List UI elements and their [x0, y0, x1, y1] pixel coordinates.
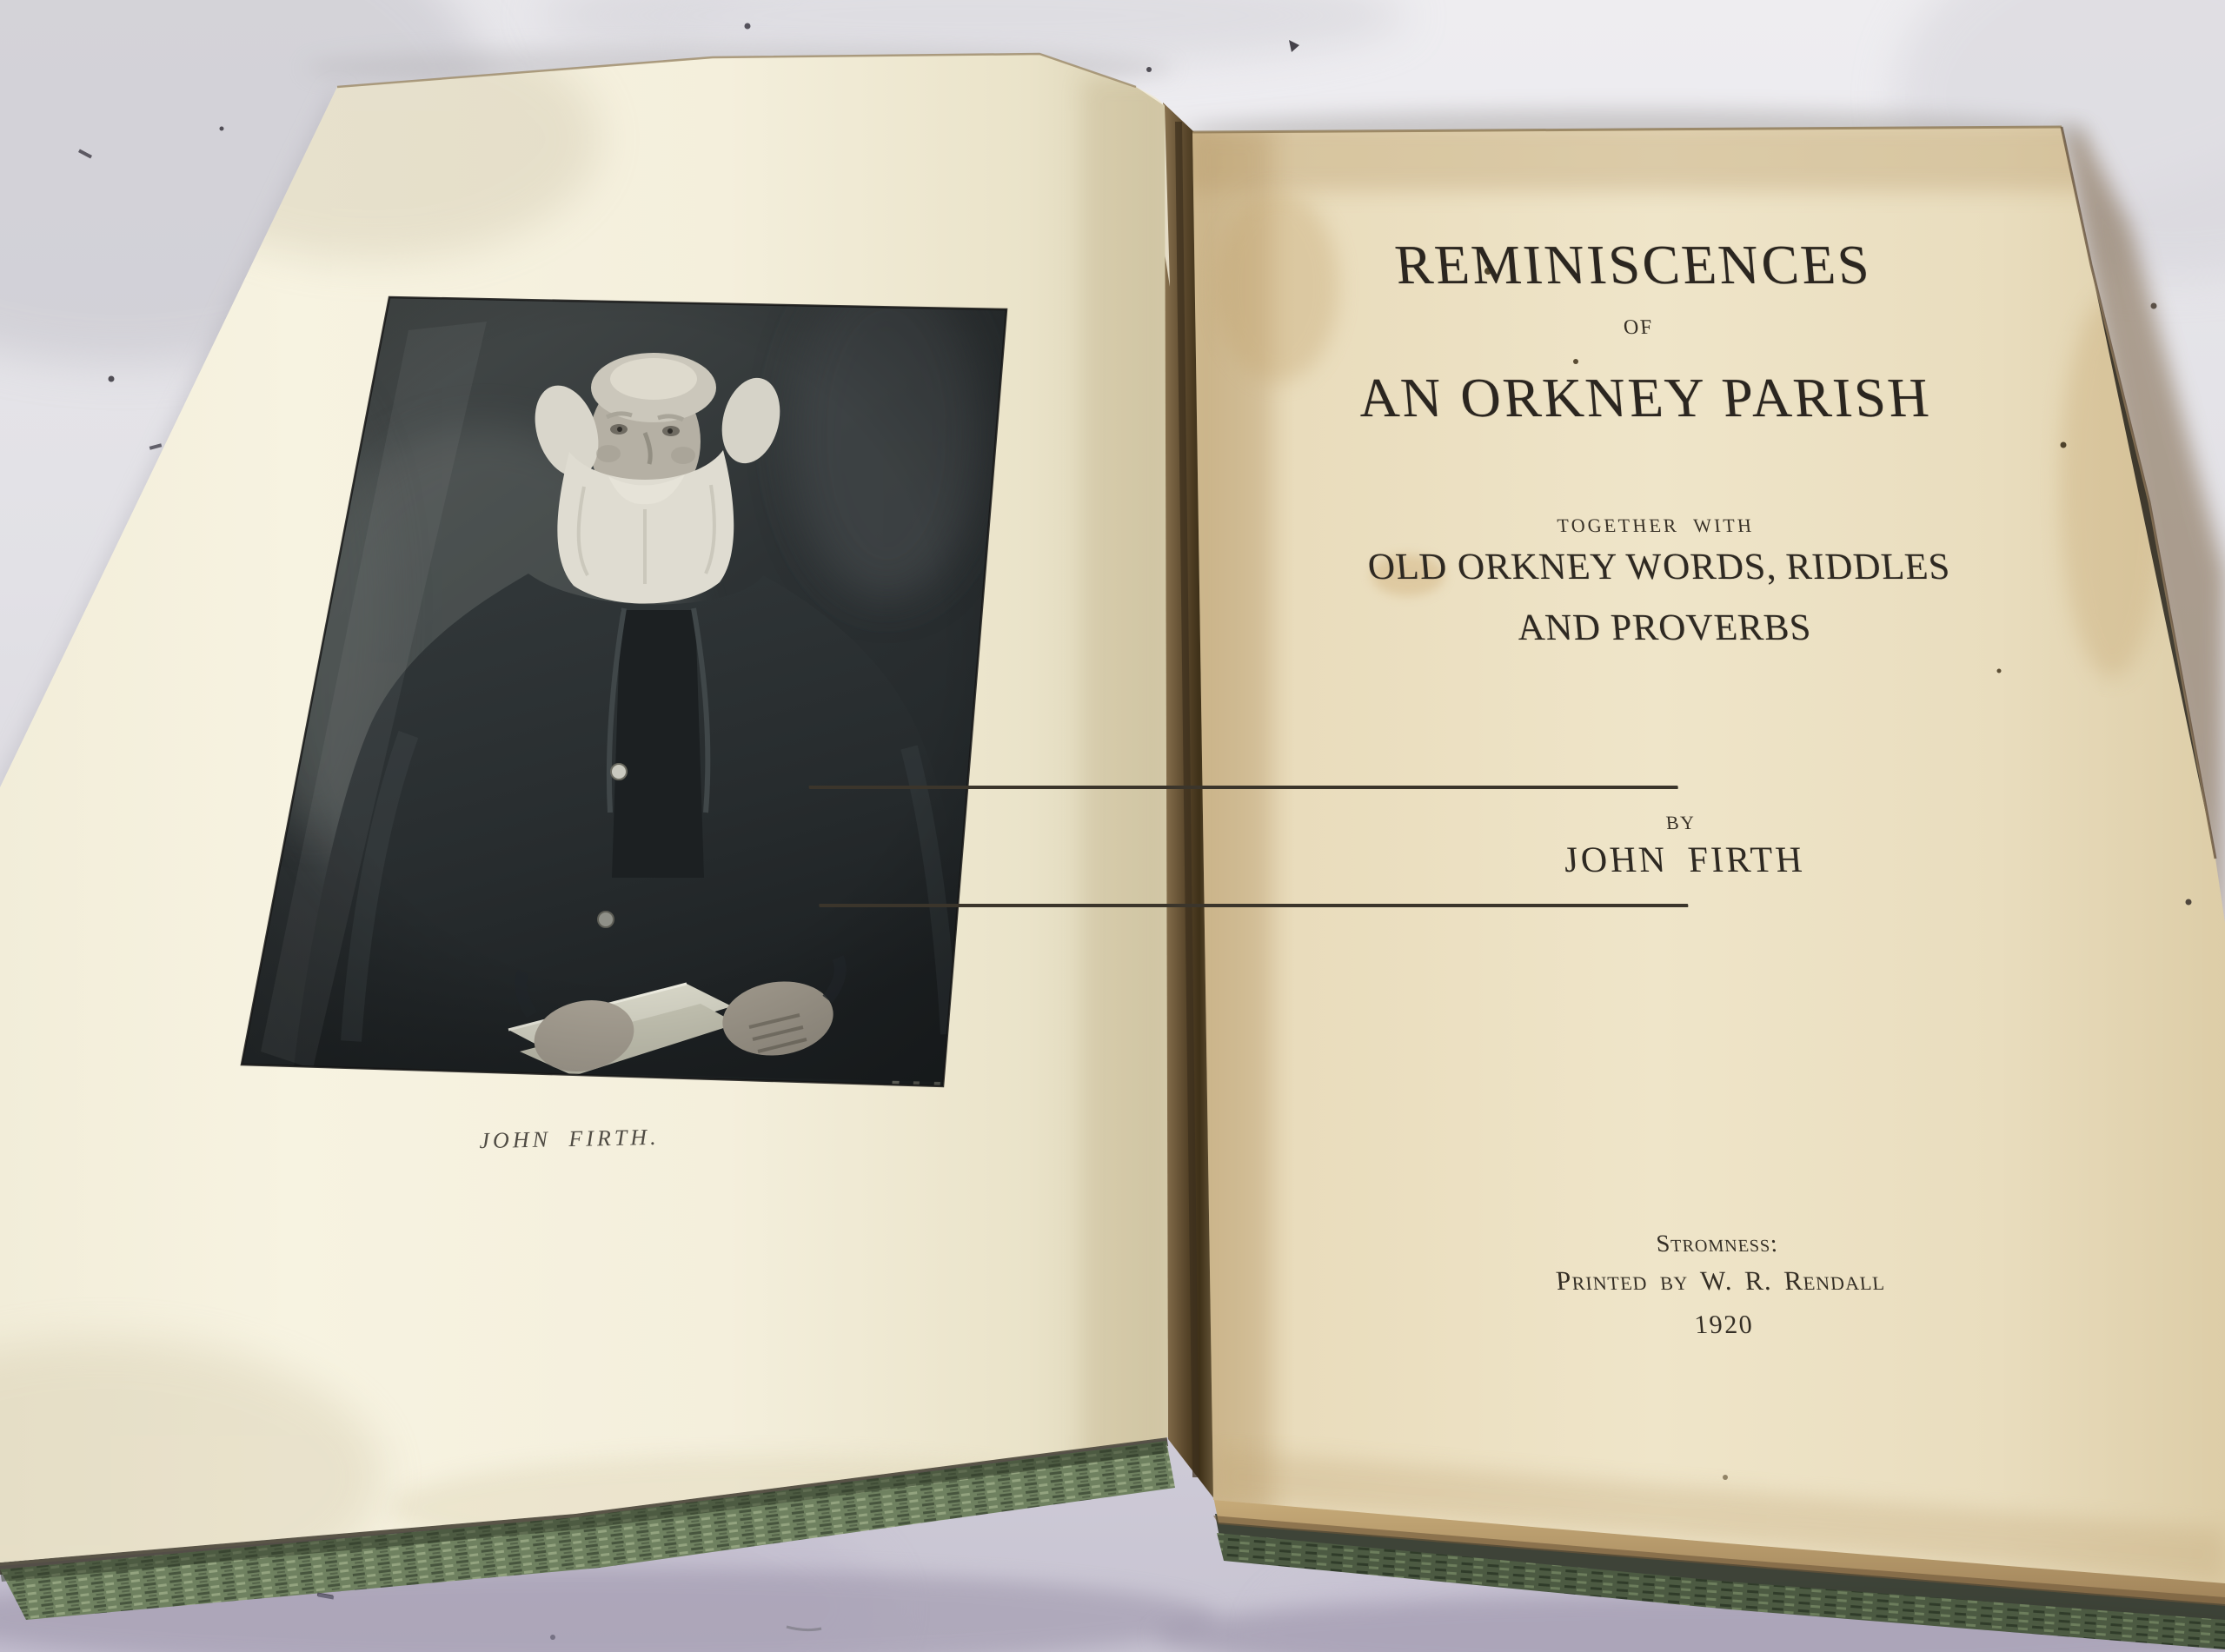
portrait-caption: JOHN FIRTH. — [479, 1124, 660, 1154]
title-page-text-column — [1176, 0, 2187, 1652]
author-name: JOHN FIRTH — [1562, 840, 1807, 880]
imprint-place: Stromness: — [1655, 1231, 1780, 1257]
subtitle-line-1: OLD ORKNEY WORDS, RIDDLES — [1365, 547, 1952, 587]
subtitle-intro: TOGETHER WITH — [1556, 514, 1756, 536]
title-connector: OF — [1622, 316, 1655, 339]
imprint-printer: Printed by W. R. Rendall — [1554, 1265, 1886, 1296]
byline-label: BY — [1664, 812, 1697, 833]
imprint-year: 1920 — [1693, 1310, 1756, 1339]
title-line-1: REMINISCENCES — [1392, 234, 1874, 295]
ornament-rule-bottom — [819, 904, 1688, 907]
title-line-2: AN ORKNEY PARISH — [1355, 367, 1934, 428]
subtitle-line-2: AND PROVERBS — [1515, 607, 1814, 648]
ornament-rule-top — [809, 786, 1678, 789]
